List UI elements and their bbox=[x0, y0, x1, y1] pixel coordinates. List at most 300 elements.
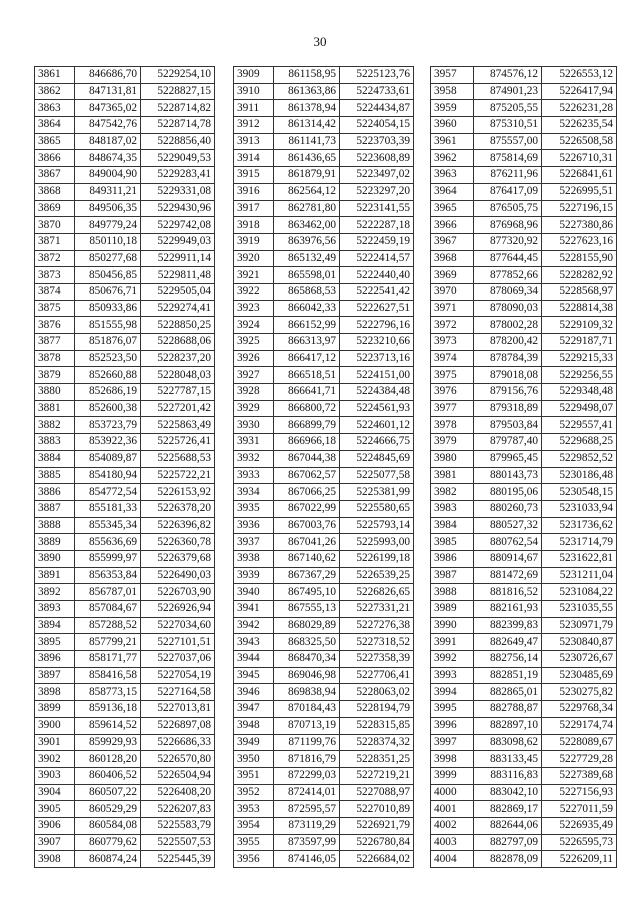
point-number-cell: 3958 bbox=[431, 83, 474, 100]
y-coordinate-cell: 5226841,61 bbox=[542, 167, 617, 184]
point-number-cell: 3965 bbox=[431, 200, 474, 217]
point-number-cell: 4002 bbox=[431, 817, 474, 834]
y-coordinate-cell: 5228315,85 bbox=[340, 717, 414, 734]
x-coordinate-cell: 860779,62 bbox=[75, 834, 141, 851]
point-number-cell: 3869 bbox=[35, 200, 75, 217]
y-coordinate-cell: 5227318,52 bbox=[340, 634, 414, 651]
y-coordinate-cell: 5226207,83 bbox=[141, 801, 215, 818]
x-coordinate-cell: 853922,36 bbox=[75, 434, 141, 451]
point-number-cell: 4001 bbox=[431, 801, 474, 818]
point-number-cell: 3975 bbox=[431, 367, 474, 384]
table-row bbox=[234, 200, 414, 217]
point-number-cell: 3868 bbox=[35, 183, 75, 200]
point-number-cell: 3963 bbox=[431, 167, 474, 184]
y-coordinate-cell: 5228374,32 bbox=[340, 734, 414, 751]
coordinates-tables bbox=[34, 66, 616, 865]
point-number-cell: 3980 bbox=[431, 450, 474, 467]
x-coordinate-cell: 862564,12 bbox=[274, 183, 340, 200]
y-coordinate-cell: 5226378,20 bbox=[141, 500, 215, 517]
x-coordinate-cell: 882161,93 bbox=[474, 601, 542, 618]
y-coordinate-cell: 5229174,74 bbox=[542, 717, 617, 734]
table-row bbox=[35, 434, 215, 451]
point-number-cell: 3953 bbox=[234, 801, 274, 818]
y-coordinate-cell: 5225793,14 bbox=[340, 517, 414, 534]
x-coordinate-cell: 879318,89 bbox=[474, 400, 542, 417]
y-coordinate-cell: 5225077,58 bbox=[340, 467, 414, 484]
table-row bbox=[234, 717, 414, 734]
y-coordinate-cell: 5225993,00 bbox=[340, 534, 414, 551]
y-coordinate-cell: 5228814,38 bbox=[542, 300, 617, 317]
point-number-cell: 3962 bbox=[431, 150, 474, 167]
table-row bbox=[234, 684, 414, 701]
table-row bbox=[35, 450, 215, 467]
x-coordinate-cell: 861363,86 bbox=[274, 83, 340, 100]
point-number-cell: 3999 bbox=[431, 767, 474, 784]
x-coordinate-cell: 860529,29 bbox=[75, 801, 141, 818]
y-coordinate-cell: 5231736,62 bbox=[542, 517, 617, 534]
point-number-cell: 4003 bbox=[431, 834, 474, 851]
table-row bbox=[234, 751, 414, 768]
y-coordinate-cell: 5231033,94 bbox=[542, 500, 617, 517]
table-row bbox=[431, 751, 617, 768]
x-coordinate-cell: 858773,15 bbox=[75, 684, 141, 701]
table-row bbox=[431, 334, 617, 351]
y-coordinate-cell: 5226595,73 bbox=[542, 834, 617, 851]
y-coordinate-cell: 5226935,49 bbox=[542, 817, 617, 834]
x-coordinate-cell: 868029,89 bbox=[274, 617, 340, 634]
point-number-cell: 3952 bbox=[234, 784, 274, 801]
x-coordinate-cell: 876211,96 bbox=[474, 167, 542, 184]
x-coordinate-cell: 865598,01 bbox=[274, 267, 340, 284]
table-row bbox=[35, 817, 215, 834]
x-coordinate-cell: 883116,83 bbox=[474, 767, 542, 784]
table-row bbox=[35, 567, 215, 584]
x-coordinate-cell: 856787,01 bbox=[75, 584, 141, 601]
point-number-cell: 3887 bbox=[35, 500, 75, 517]
x-coordinate-cell: 859929,93 bbox=[75, 734, 141, 751]
y-coordinate-cell: 5231714,79 bbox=[542, 534, 617, 551]
point-number-cell: 3951 bbox=[234, 767, 274, 784]
x-coordinate-cell: 850110,18 bbox=[75, 233, 141, 250]
y-coordinate-cell: 5230840,87 bbox=[542, 634, 617, 651]
y-coordinate-cell: 5229505,04 bbox=[141, 283, 215, 300]
table-row bbox=[35, 517, 215, 534]
y-coordinate-cell: 5225507,53 bbox=[141, 834, 215, 851]
table-row bbox=[234, 233, 414, 250]
y-coordinate-cell: 5227054,19 bbox=[141, 667, 215, 684]
x-coordinate-cell: 866152,99 bbox=[274, 317, 340, 334]
table-row bbox=[35, 684, 215, 701]
point-number-cell: 3897 bbox=[35, 667, 75, 684]
x-coordinate-cell: 853723,79 bbox=[75, 417, 141, 434]
table-row bbox=[35, 267, 215, 284]
x-coordinate-cell: 861314,42 bbox=[274, 117, 340, 134]
table-row bbox=[35, 384, 215, 401]
x-coordinate-cell: 857288,52 bbox=[75, 617, 141, 634]
y-coordinate-cell: 5230971,79 bbox=[542, 617, 617, 634]
table-row bbox=[35, 550, 215, 567]
x-coordinate-cell: 882788,87 bbox=[474, 701, 542, 718]
y-coordinate-cell: 5229348,48 bbox=[542, 384, 617, 401]
x-coordinate-cell: 880260,73 bbox=[474, 500, 542, 517]
table-row bbox=[431, 601, 617, 618]
y-coordinate-cell: 5227196,15 bbox=[542, 200, 617, 217]
point-number-cell: 3947 bbox=[234, 701, 274, 718]
y-coordinate-cell: 5226209,11 bbox=[542, 851, 617, 868]
table-row bbox=[431, 417, 617, 434]
point-number-cell: 3933 bbox=[234, 467, 274, 484]
x-coordinate-cell: 866518,51 bbox=[274, 367, 340, 384]
y-coordinate-cell: 5229911,14 bbox=[141, 250, 215, 267]
table-row bbox=[234, 517, 414, 534]
point-number-cell: 3957 bbox=[431, 67, 474, 84]
x-coordinate-cell: 868325,50 bbox=[274, 634, 340, 651]
point-number-cell: 3908 bbox=[35, 851, 75, 868]
table-row bbox=[431, 684, 617, 701]
point-number-cell: 3950 bbox=[234, 751, 274, 768]
y-coordinate-cell: 5229557,41 bbox=[542, 417, 617, 434]
table-row bbox=[431, 851, 617, 868]
y-coordinate-cell: 5227706,41 bbox=[340, 667, 414, 684]
y-coordinate-cell: 5224054,15 bbox=[340, 117, 414, 134]
y-coordinate-cell: 5225726,41 bbox=[141, 434, 215, 451]
x-coordinate-cell: 882644,06 bbox=[474, 817, 542, 834]
x-coordinate-cell: 876505,75 bbox=[474, 200, 542, 217]
y-coordinate-cell: 5228351,25 bbox=[340, 751, 414, 768]
y-coordinate-cell: 5223608,89 bbox=[340, 150, 414, 167]
point-number-cell: 3883 bbox=[35, 434, 75, 451]
table-row bbox=[431, 183, 617, 200]
y-coordinate-cell: 5226553,12 bbox=[542, 67, 617, 84]
table-row bbox=[35, 784, 215, 801]
point-number-cell: 3923 bbox=[234, 300, 274, 317]
y-coordinate-cell: 5229187,71 bbox=[542, 334, 617, 351]
x-coordinate-cell: 866641,71 bbox=[274, 384, 340, 401]
point-number-cell: 3959 bbox=[431, 100, 474, 117]
y-coordinate-cell: 5229498,07 bbox=[542, 400, 617, 417]
x-coordinate-cell: 877852,66 bbox=[474, 267, 542, 284]
y-coordinate-cell: 5229742,08 bbox=[141, 217, 215, 234]
x-coordinate-cell: 878002,28 bbox=[474, 317, 542, 334]
y-coordinate-cell: 5225688,53 bbox=[141, 450, 215, 467]
table-row bbox=[431, 217, 617, 234]
x-coordinate-cell: 867041,26 bbox=[274, 534, 340, 551]
table-row bbox=[234, 417, 414, 434]
y-coordinate-cell: 5225863,49 bbox=[141, 417, 215, 434]
table-row bbox=[234, 834, 414, 851]
table-row bbox=[431, 200, 617, 217]
y-coordinate-cell: 5226490,03 bbox=[141, 567, 215, 584]
x-coordinate-cell: 880143,73 bbox=[474, 467, 542, 484]
point-number-cell: 3873 bbox=[35, 267, 75, 284]
point-number-cell: 3912 bbox=[234, 117, 274, 134]
y-coordinate-cell: 5229283,41 bbox=[141, 167, 215, 184]
point-number-cell: 3995 bbox=[431, 701, 474, 718]
point-number-cell: 3989 bbox=[431, 601, 474, 618]
point-number-cell: 3870 bbox=[35, 217, 75, 234]
table-row bbox=[234, 500, 414, 517]
x-coordinate-cell: 852600,38 bbox=[75, 400, 141, 417]
table-row bbox=[35, 701, 215, 718]
y-coordinate-cell: 5223703,39 bbox=[340, 133, 414, 150]
point-number-cell: 3886 bbox=[35, 484, 75, 501]
y-coordinate-cell: 5226570,80 bbox=[141, 751, 215, 768]
y-coordinate-cell: 5226408,20 bbox=[141, 784, 215, 801]
point-number-cell: 3992 bbox=[431, 651, 474, 668]
point-number-cell: 3879 bbox=[35, 367, 75, 384]
table-row bbox=[431, 100, 617, 117]
point-number-cell: 3938 bbox=[234, 550, 274, 567]
x-coordinate-cell: 867062,57 bbox=[274, 467, 340, 484]
point-number-cell: 3867 bbox=[35, 167, 75, 184]
x-coordinate-cell: 859614,52 bbox=[75, 717, 141, 734]
table-row bbox=[234, 217, 414, 234]
point-number-cell: 3910 bbox=[234, 83, 274, 100]
point-number-cell: 3890 bbox=[35, 550, 75, 567]
x-coordinate-cell: 852686,19 bbox=[75, 384, 141, 401]
x-coordinate-cell: 879787,40 bbox=[474, 434, 542, 451]
point-number-cell: 3998 bbox=[431, 751, 474, 768]
table-row bbox=[35, 250, 215, 267]
point-number-cell: 3960 bbox=[431, 117, 474, 134]
y-coordinate-cell: 5227787,15 bbox=[141, 384, 215, 401]
x-coordinate-cell: 882851,19 bbox=[474, 667, 542, 684]
table-row bbox=[35, 651, 215, 668]
x-coordinate-cell: 849004,90 bbox=[75, 167, 141, 184]
table-row bbox=[431, 133, 617, 150]
x-coordinate-cell: 867495,10 bbox=[274, 584, 340, 601]
point-number-cell: 3881 bbox=[35, 400, 75, 417]
y-coordinate-cell: 5229049,53 bbox=[141, 150, 215, 167]
table-row bbox=[234, 83, 414, 100]
y-coordinate-cell: 5230548,15 bbox=[542, 484, 617, 501]
point-number-cell: 3979 bbox=[431, 434, 474, 451]
x-coordinate-cell: 849506,35 bbox=[75, 200, 141, 217]
table-row bbox=[431, 801, 617, 818]
point-number-cell: 3986 bbox=[431, 550, 474, 567]
table-row bbox=[431, 367, 617, 384]
table-row bbox=[35, 100, 215, 117]
table-row bbox=[234, 701, 414, 718]
table-row bbox=[431, 150, 617, 167]
y-coordinate-cell: 5228688,06 bbox=[141, 334, 215, 351]
table-row bbox=[35, 233, 215, 250]
x-coordinate-cell: 854772,54 bbox=[75, 484, 141, 501]
point-number-cell: 3943 bbox=[234, 634, 274, 651]
x-coordinate-cell: 873119,29 bbox=[274, 817, 340, 834]
y-coordinate-cell: 5227013,81 bbox=[141, 701, 215, 718]
y-coordinate-cell: 5226995,51 bbox=[542, 183, 617, 200]
point-number-cell: 3905 bbox=[35, 801, 75, 818]
point-number-cell: 3889 bbox=[35, 534, 75, 551]
point-number-cell: 3902 bbox=[35, 751, 75, 768]
table-row bbox=[431, 817, 617, 834]
table-row bbox=[431, 550, 617, 567]
point-number-cell: 3921 bbox=[234, 267, 274, 284]
y-coordinate-cell: 5228155,90 bbox=[542, 250, 617, 267]
table-row bbox=[431, 384, 617, 401]
y-coordinate-cell: 5226508,58 bbox=[542, 133, 617, 150]
x-coordinate-cell: 869046,98 bbox=[274, 667, 340, 684]
y-coordinate-cell: 5227010,89 bbox=[340, 801, 414, 818]
x-coordinate-cell: 850933,86 bbox=[75, 300, 141, 317]
table-row bbox=[234, 167, 414, 184]
table-row bbox=[35, 417, 215, 434]
y-coordinate-cell: 5224733,61 bbox=[340, 83, 414, 100]
point-number-cell: 3876 bbox=[35, 317, 75, 334]
point-number-cell: 3913 bbox=[234, 133, 274, 150]
x-coordinate-cell: 869838,94 bbox=[274, 684, 340, 701]
x-coordinate-cell: 867022,99 bbox=[274, 500, 340, 517]
table-row bbox=[431, 117, 617, 134]
point-number-cell: 3922 bbox=[234, 283, 274, 300]
y-coordinate-cell: 5226686,33 bbox=[141, 734, 215, 751]
y-coordinate-cell: 5225583,79 bbox=[141, 817, 215, 834]
x-coordinate-cell: 872595,57 bbox=[274, 801, 340, 818]
point-number-cell: 3895 bbox=[35, 634, 75, 651]
y-coordinate-cell: 5227164,58 bbox=[141, 684, 215, 701]
table-row bbox=[234, 467, 414, 484]
table-row bbox=[234, 67, 414, 84]
table-row bbox=[35, 634, 215, 651]
point-number-cell: 3892 bbox=[35, 584, 75, 601]
point-number-cell: 3878 bbox=[35, 350, 75, 367]
table-row bbox=[431, 651, 617, 668]
table-row bbox=[35, 601, 215, 618]
x-coordinate-cell: 881472,69 bbox=[474, 567, 542, 584]
y-coordinate-cell: 5229811,48 bbox=[141, 267, 215, 284]
y-coordinate-cell: 5224434,87 bbox=[340, 100, 414, 117]
y-coordinate-cell: 5226926,94 bbox=[141, 601, 215, 618]
table-row bbox=[431, 834, 617, 851]
x-coordinate-cell: 846686,70 bbox=[75, 67, 141, 84]
point-number-cell: 3907 bbox=[35, 834, 75, 851]
x-coordinate-cell: 875557,00 bbox=[474, 133, 542, 150]
table-row bbox=[35, 133, 215, 150]
table-row bbox=[431, 667, 617, 684]
y-coordinate-cell: 5226504,94 bbox=[141, 767, 215, 784]
table-row bbox=[431, 717, 617, 734]
table-row bbox=[35, 367, 215, 384]
table-row bbox=[35, 183, 215, 200]
table-row bbox=[35, 767, 215, 784]
table-row bbox=[35, 834, 215, 851]
y-coordinate-cell: 5229254,10 bbox=[141, 67, 215, 84]
table-row bbox=[35, 317, 215, 334]
table-row bbox=[234, 150, 414, 167]
point-number-cell: 3911 bbox=[234, 100, 274, 117]
table-row bbox=[234, 634, 414, 651]
x-coordinate-cell: 882869,17 bbox=[474, 801, 542, 818]
point-number-cell: 3882 bbox=[35, 417, 75, 434]
table-row bbox=[35, 350, 215, 367]
y-coordinate-cell: 5226235,54 bbox=[542, 117, 617, 134]
y-coordinate-cell: 5226921,79 bbox=[340, 817, 414, 834]
x-coordinate-cell: 879503,84 bbox=[474, 417, 542, 434]
point-number-cell: 3949 bbox=[234, 734, 274, 751]
point-number-cell: 3982 bbox=[431, 484, 474, 501]
x-coordinate-cell: 849311,21 bbox=[75, 183, 141, 200]
point-number-cell: 3984 bbox=[431, 517, 474, 534]
table-row bbox=[431, 317, 617, 334]
point-number-cell: 3904 bbox=[35, 784, 75, 801]
table-row bbox=[234, 100, 414, 117]
point-number-cell: 3964 bbox=[431, 183, 474, 200]
table-row bbox=[35, 217, 215, 234]
x-coordinate-cell: 854180,94 bbox=[75, 467, 141, 484]
point-number-cell: 3926 bbox=[234, 350, 274, 367]
x-coordinate-cell: 883098,62 bbox=[474, 734, 542, 751]
table-row bbox=[35, 300, 215, 317]
y-coordinate-cell: 5229768,34 bbox=[542, 701, 617, 718]
x-coordinate-cell: 854089,87 bbox=[75, 450, 141, 467]
table-row bbox=[35, 500, 215, 517]
point-number-cell: 3977 bbox=[431, 400, 474, 417]
point-number-cell: 3939 bbox=[234, 567, 274, 584]
point-number-cell: 3954 bbox=[234, 817, 274, 834]
y-coordinate-cell: 5226199,18 bbox=[340, 550, 414, 567]
x-coordinate-cell: 849779,24 bbox=[75, 217, 141, 234]
table-row bbox=[35, 751, 215, 768]
x-coordinate-cell: 855999,97 bbox=[75, 550, 141, 567]
table-row bbox=[234, 250, 414, 267]
point-number-cell: 3927 bbox=[234, 367, 274, 384]
y-coordinate-cell: 5230726,67 bbox=[542, 651, 617, 668]
x-coordinate-cell: 875205,55 bbox=[474, 100, 542, 117]
table-row bbox=[35, 534, 215, 551]
table-row bbox=[35, 617, 215, 634]
y-coordinate-cell: 5229331,08 bbox=[141, 183, 215, 200]
point-number-cell: 3924 bbox=[234, 317, 274, 334]
y-coordinate-cell: 5229256,55 bbox=[542, 367, 617, 384]
point-number-cell: 3865 bbox=[35, 133, 75, 150]
y-coordinate-cell: 5229852,52 bbox=[542, 450, 617, 467]
point-number-cell: 3942 bbox=[234, 617, 274, 634]
y-coordinate-cell: 5229949,03 bbox=[141, 233, 215, 250]
x-coordinate-cell: 848187,02 bbox=[75, 133, 141, 150]
point-number-cell: 3934 bbox=[234, 484, 274, 501]
y-coordinate-cell: 5229274,41 bbox=[141, 300, 215, 317]
table-row bbox=[431, 250, 617, 267]
table-row bbox=[431, 67, 617, 84]
table-row bbox=[431, 634, 617, 651]
x-coordinate-cell: 863976,56 bbox=[274, 233, 340, 250]
point-number-cell: 3937 bbox=[234, 534, 274, 551]
point-number-cell: 3885 bbox=[35, 467, 75, 484]
y-coordinate-cell: 5224845,69 bbox=[340, 450, 414, 467]
table-row bbox=[431, 267, 617, 284]
table-row bbox=[234, 667, 414, 684]
x-coordinate-cell: 877644,45 bbox=[474, 250, 542, 267]
x-coordinate-cell: 858171,77 bbox=[75, 651, 141, 668]
point-number-cell: 3896 bbox=[35, 651, 75, 668]
y-coordinate-cell: 5226153,92 bbox=[141, 484, 215, 501]
point-number-cell: 3898 bbox=[35, 684, 75, 701]
point-number-cell: 3906 bbox=[35, 817, 75, 834]
point-number-cell: 3974 bbox=[431, 350, 474, 367]
x-coordinate-cell: 851555,98 bbox=[75, 317, 141, 334]
point-number-cell: 3990 bbox=[431, 617, 474, 634]
y-coordinate-cell: 5227380,86 bbox=[542, 217, 617, 234]
point-number-cell: 3985 bbox=[431, 534, 474, 551]
point-number-cell: 3909 bbox=[234, 67, 274, 84]
y-coordinate-cell: 5223141,55 bbox=[340, 200, 414, 217]
y-coordinate-cell: 5228194,79 bbox=[340, 701, 414, 718]
y-coordinate-cell: 5224561,93 bbox=[340, 400, 414, 417]
table-row bbox=[35, 667, 215, 684]
x-coordinate-cell: 871816,79 bbox=[274, 751, 340, 768]
y-coordinate-cell: 5223297,20 bbox=[340, 183, 414, 200]
